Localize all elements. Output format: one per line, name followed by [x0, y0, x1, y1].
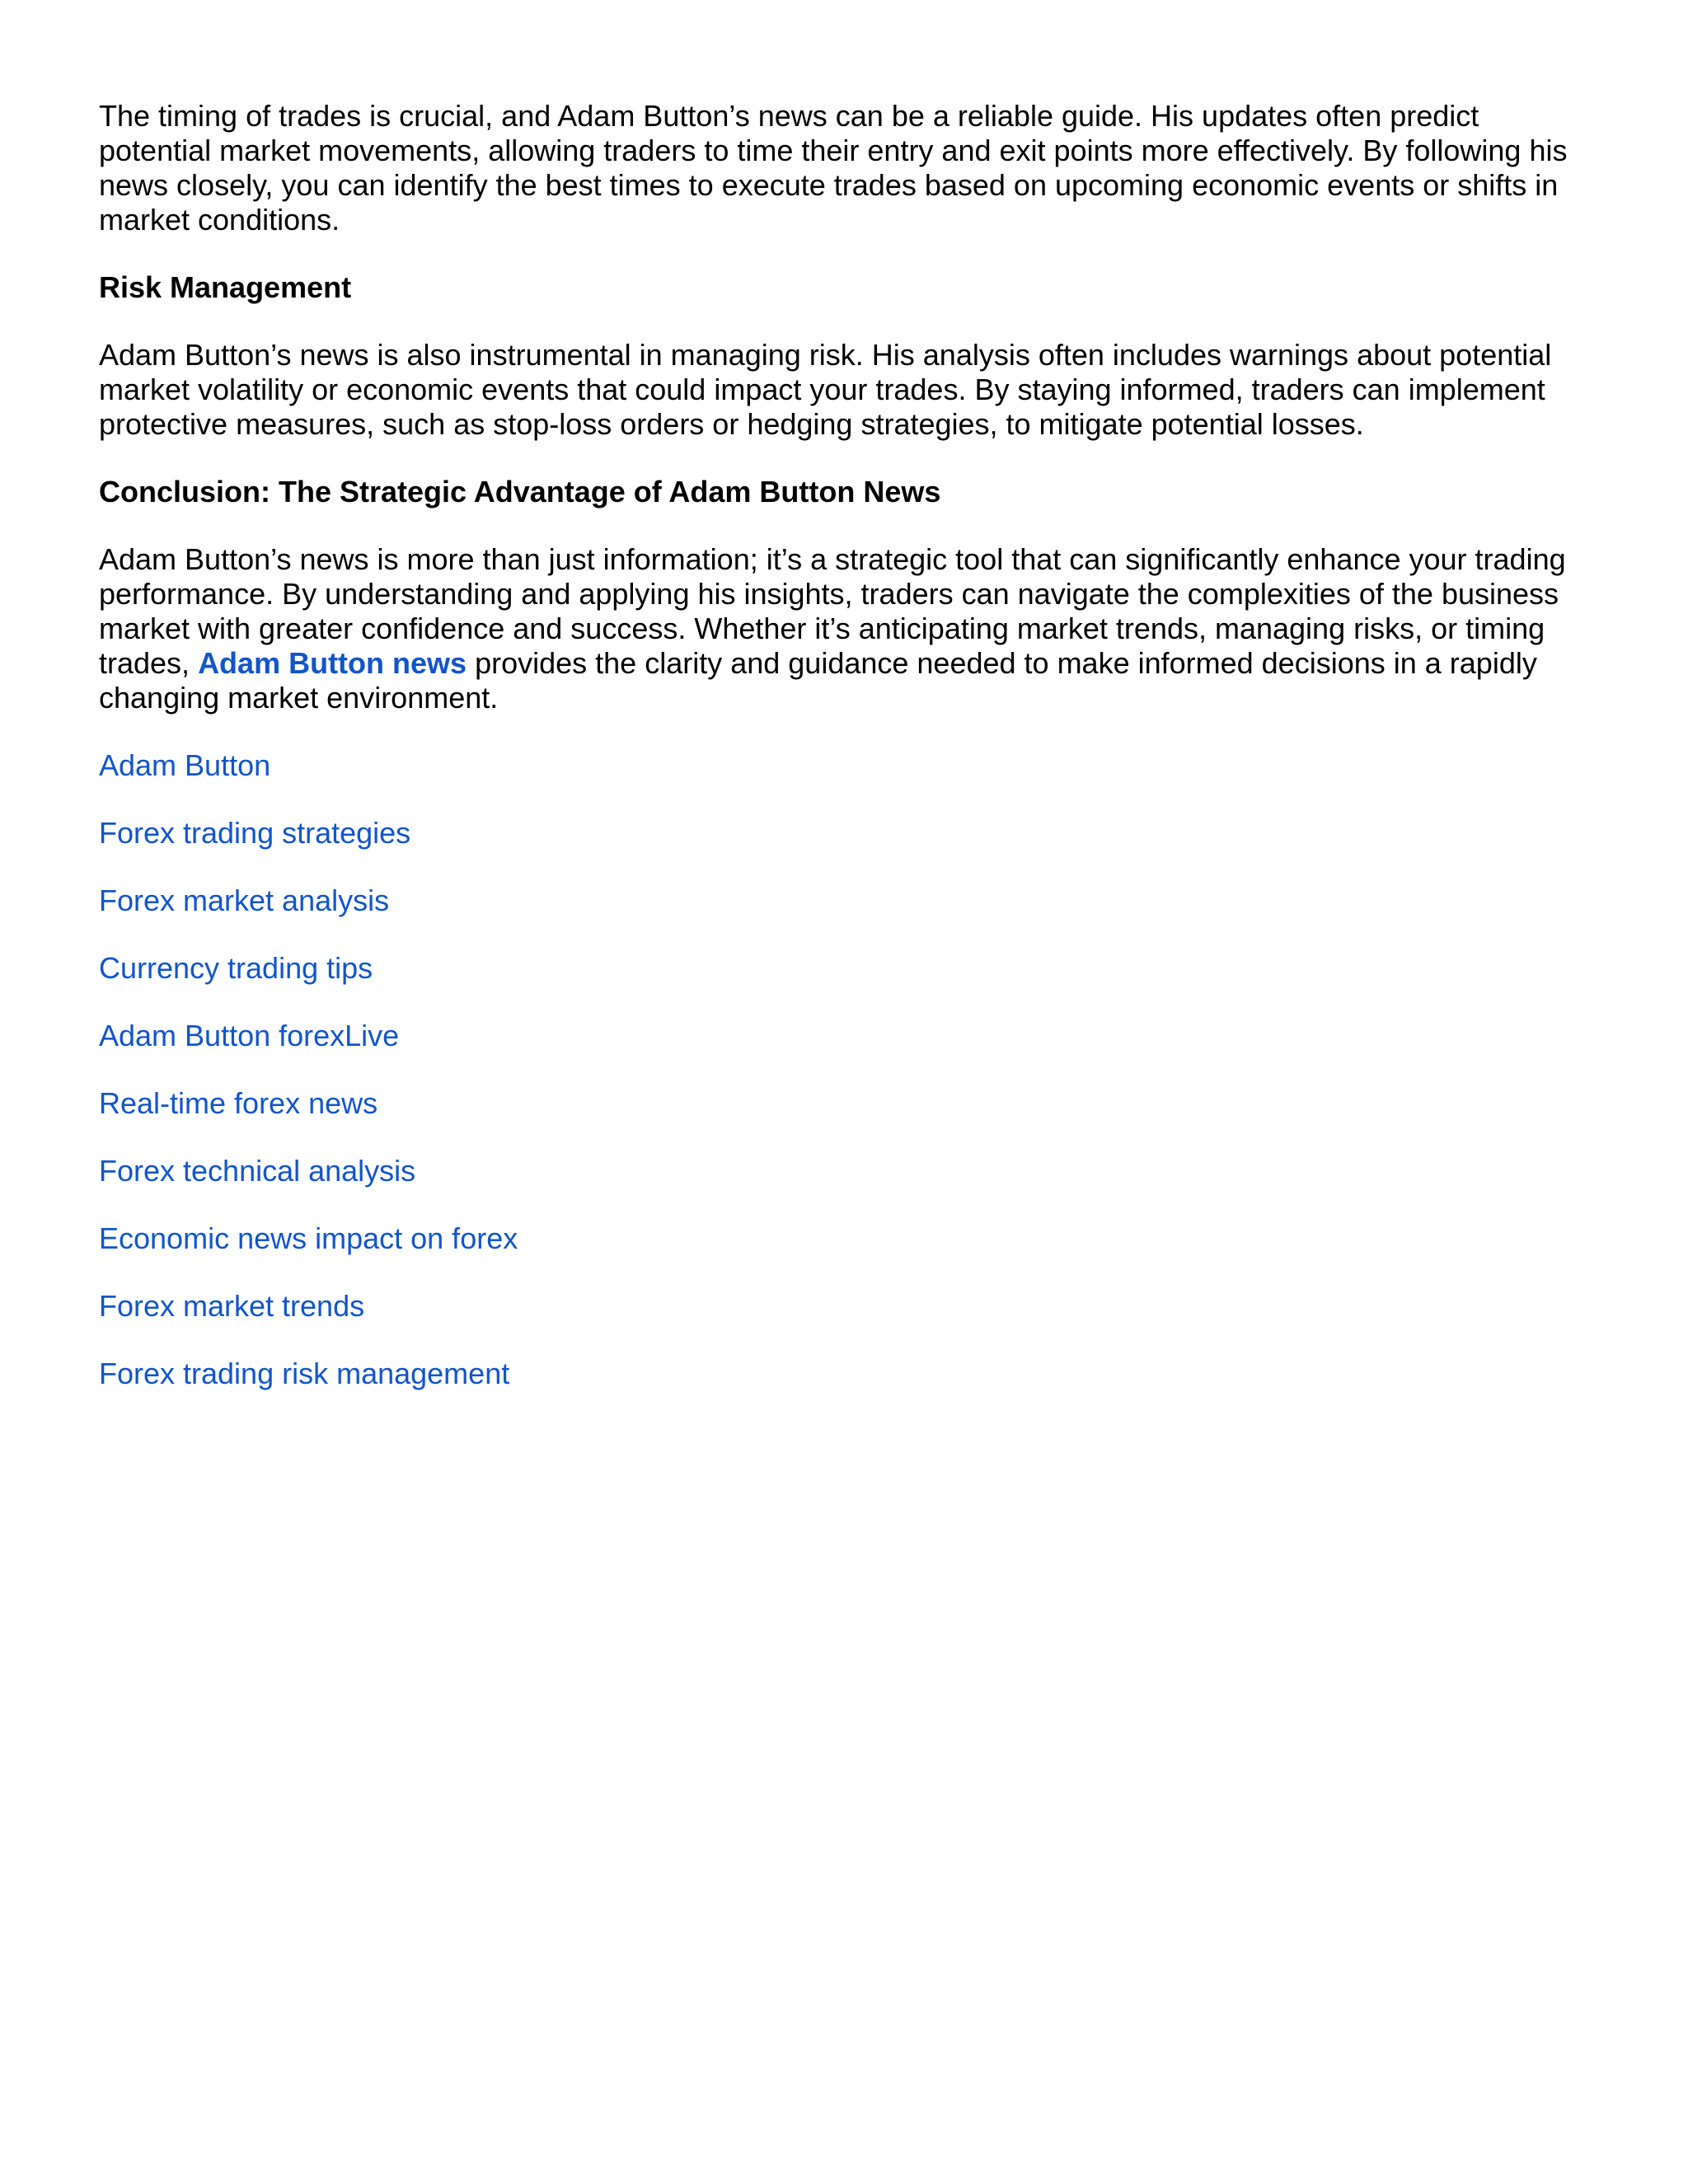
related-link-forex-risk-management[interactable]: Forex trading risk management	[99, 1357, 510, 1390]
risk-management-heading: Risk Management	[99, 270, 352, 304]
related-links-list	[99, 748, 1591, 1391]
related-link-item	[99, 1357, 1591, 1391]
risk-management-paragraph: Adam Button’s news is also instrumental in managing risk. His analysis often includes warnings about potential market volatility or economic events that could impact your trades. By staying informed, traders can implement protective measures, such as stop-loss orders or hedging strategies, to mitigate potential losses.	[99, 338, 1552, 441]
related-link-adam-button-forexlive[interactable]: Adam Button forexLive	[99, 1019, 400, 1052]
related-link-item	[99, 1086, 1591, 1121]
intro-paragraph: The timing of trades is crucial, and Adam Button’s news can be a reliable guide. His updates often predict potential market movements, allowing traders to time their entry and exit points more effectively. By following his news closely, you can identify the best times to execute trades based on upcoming economic events or shifts in market conditions.	[99, 99, 1568, 237]
related-link-forex-trading-strategies[interactable]: Forex trading strategies	[99, 816, 411, 850]
related-link-item	[99, 748, 1591, 783]
related-link-currency-trading-tips[interactable]: Currency trading tips	[99, 951, 373, 985]
conclusion-text-end: provides the clarity and guidance needed to make informed decisions in a rapidly changing market environment.	[99, 646, 1537, 715]
related-link-item	[99, 1221, 1591, 1256]
related-link-item	[99, 951, 1591, 986]
related-link-forex-technical-analysis[interactable]: Forex technical analysis	[99, 1154, 416, 1188]
related-link-item	[99, 1019, 1591, 1053]
related-link-real-time-forex-news[interactable]: Real-time forex news	[99, 1086, 378, 1120]
related-link-item	[99, 1154, 1591, 1188]
adam-button-news-link[interactable]: Adam Button news	[198, 646, 467, 680]
conclusion-paragraph	[99, 542, 1591, 715]
conclusion-text-start: Adam Button’s news is more than just information; it’s a strategic tool that can significantly enhance your trading performance. By understanding and applying his insights, traders can navigate the complexities of the business market with greater confidence and success. Whether it’s anticipating market trends, managing risks, or timing trades,	[99, 542, 1566, 680]
document-page	[99, 99, 1591, 1424]
related-link-forex-market-trends[interactable]: Forex market trends	[99, 1289, 365, 1323]
related-link-item	[99, 1289, 1591, 1324]
related-link-economic-news-impact[interactable]: Economic news impact on forex	[99, 1221, 518, 1255]
related-link-item	[99, 816, 1591, 851]
related-link-adam-button[interactable]: Adam Button	[99, 748, 271, 782]
related-link-forex-market-analysis[interactable]: Forex market analysis	[99, 883, 390, 917]
conclusion-heading: Conclusion: The Strategic Advantage of Adam Button News	[99, 475, 941, 509]
related-link-item	[99, 883, 1591, 918]
